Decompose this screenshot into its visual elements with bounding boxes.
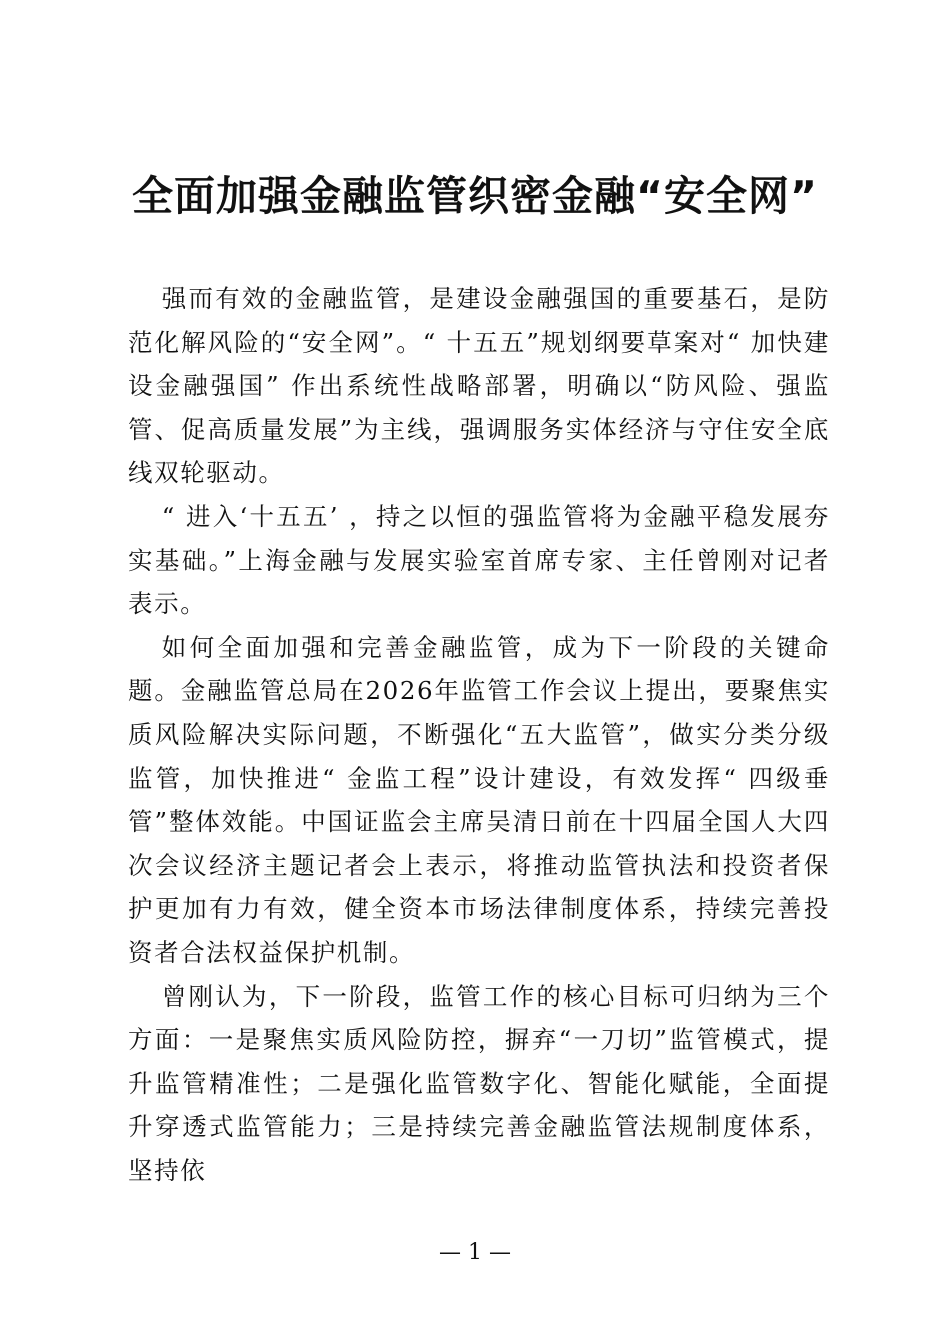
page-number: — 1 — <box>439 1240 511 1265</box>
paragraph-3: 如何全面加强和完善金融监管，成为下一阶段的关键命题。金融监管总局在2026年监管工作会议上提出，要聚焦实质风险解决实际问题，不断强化“五大监管”，做实分类分级监管，加快推进“ 金监工程”设计建设，有效发挥“ 四级垂管”整体效能。中国证监会主席吴清日前在十四届全国人大四次会议经济主题记者会上表示，将推动监管执法和投资者保护更加有力有效，健全资本市场法律制度体系，持续完善投资者合法权益保护机制。 <box>128 632 830 967</box>
paragraph-2: “ 进入‘十五五’ ，持之以恒的强监管将为金融平稳发展夯实基础。”上海金融与发展实验室首席专家、主任曾刚对记者表示。 <box>128 501 830 619</box>
document-body <box>128 277 830 1192</box>
paragraph-4: 曾刚认为，下一阶段，监管工作的核心目标可归纳为三个方面：一是聚焦实质风险防控，摒弃“一刀切”监管模式，提升监管精准性；二是强化监管数字化、智能化赋能，全面提升穿透式监管能力；三是持续完善金融监管法规制度体系，坚持依 <box>128 981 830 1185</box>
paragraph-1: 强而有效的金融监管，是建设金融强国的重要基石，是防范化解风险的“安全网”。“ 十五五”规划纲要草案对“ 加快建设金融强国” 作出系统性战略部署，明确以“防风险、强监管、促高质量发展”为主线，强调服务实体经济与守住安全底线双轮驱动。 <box>128 284 830 488</box>
document-title: 全面加强金融监管织密金融“安全网” <box>132 172 818 220</box>
